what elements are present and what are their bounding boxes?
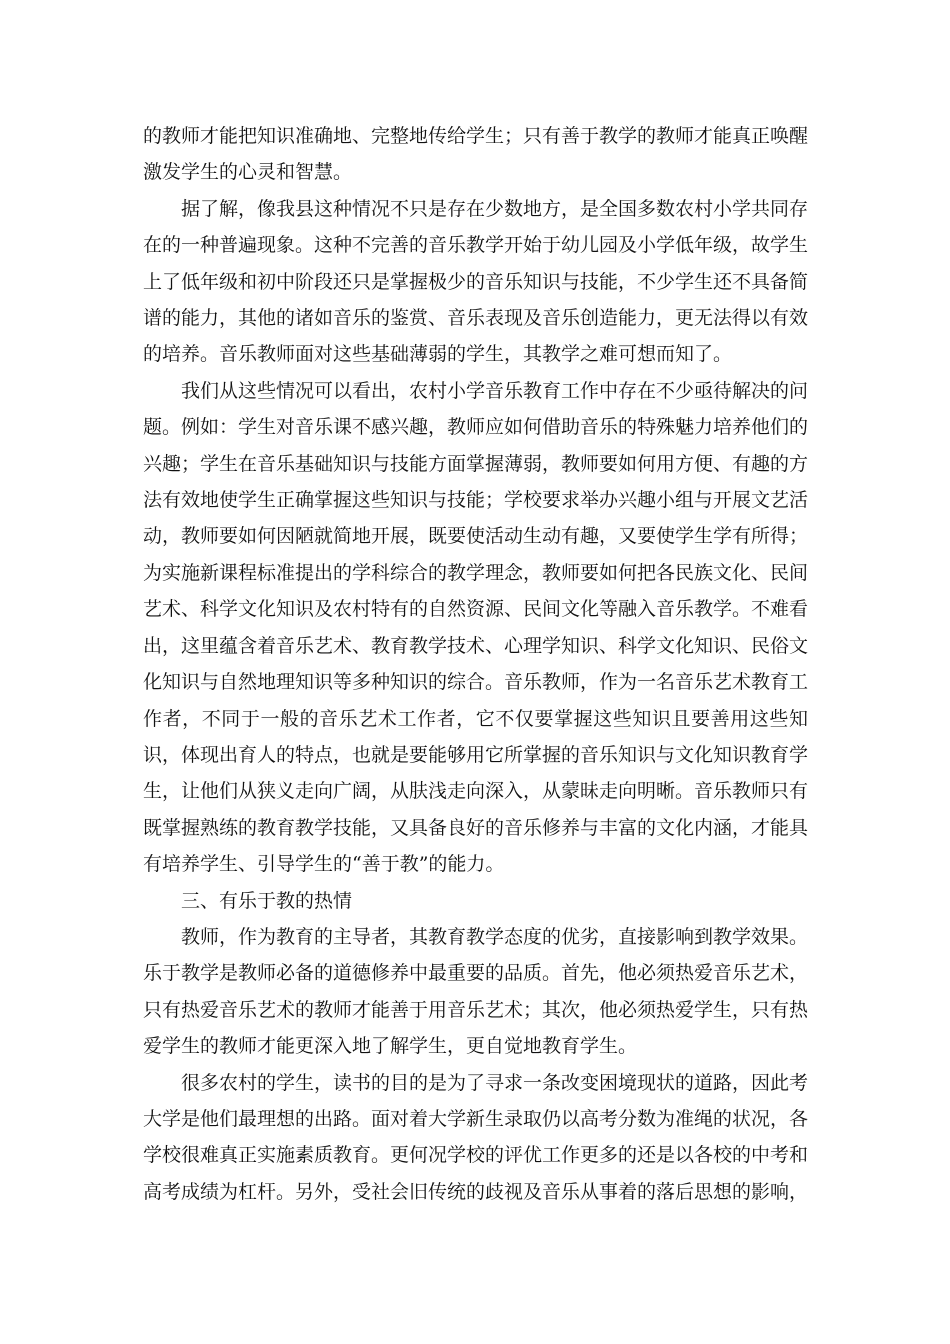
paragraph-problems: 我们从这些情况可以看出，农村小学音乐教育工作中存在不少亟待解决的问题。例如：学生对音乐课不感兴趣，教师应如何借助音乐的特殊魅力培养他们的兴趣；学生在音乐基础知识与技能方面掌握薄弱，教师要如何用方便、有趣的方法有效地使学生正确掌握这些知识与技能；学校要求举办兴趣小组与开展文艺活动，教师要如何因陋就简地开展，既要使活动生动有趣，又要使学生学有所得；为实施新课程标准提出的学科综合的教学理念，教师要如何把各民族文化、民间艺术、科学文化知识及农村特有的自然资源、民间文化等融入音乐教学。不难看出，这里蕴含着音乐艺术、教育教学技术、心理学知识、科学文化知识、民俗文化知识与自然地理知识等多种知识的综合。音乐教师，作为一名音乐艺术教育工作者，不同于一般的音乐艺术工作者，它不仅要掌握这些知识且要善用这些知识，体现出育人的特点，也就是要能够用它所掌握的音乐知识与文化知识教育学生，让他们从狭义走向广阔，从肤浅走向深入，从蒙昧走向明晰。音乐教师只有既掌握熟练的教育教学技能，又具备良好的音乐修养与丰富的文化内涵，才能具有培养学生、引导学生的“善于教”的能力。 [143,379,809,876]
paragraph-rural-students: 很多农村的学生，读书的目的是为了寻求一条改变困境现状的道路，因此考大学是他们最理想的出路。面对着大学新生录取仍以高考分数为准绳的状况，各学校很难真正实施素质教育。更何况学校的评优工作更多的还是以各校的中考和高考成绩为杠杆。另外，受社会旧传统的歧视及音乐从事着的落后思想的影响， [143,1071,809,1203]
paragraph-survey: 据了解，像我县这种情况不只是存在少数地方，是全国多数农村小学共同存在的一种普遍现象。这种不完善的音乐教学开始于幼儿园及小学低年级，故学生上了低年级和初中阶段还只是掌握极少的音乐知识与技能，不少学生还不具备简谱的能力，其他的诸如音乐的鉴赏、音乐表现及音乐创造能力，更无法得以有效的培养。音乐教师面对这些基础薄弱的学生，其教学之难可想而知了。 [143,197,809,366]
document-body [143,118,808,1210]
paragraph-enthusiasm: 教师，作为教育的主导者，其教育教学态度的优劣，直接影响到教学效果。乐于教学是教师必备的道德修养中最重要的品质。首先，他必须热爱音乐艺术，只有热爱音乐艺术的教师才能善于用音乐艺术；其次，他必须热爱学生，只有热爱学生的教师才能更深入地了解学生，更自觉地教育学生。 [143,925,809,1058]
paragraph-continuation: 的教师才能把知识准确地、完整地传给学生；只有善于教学的教师才能真正唤醒激发学生的心灵和智慧。 [143,125,809,184]
section-heading: 三、有乐于教的热情 [181,889,353,912]
